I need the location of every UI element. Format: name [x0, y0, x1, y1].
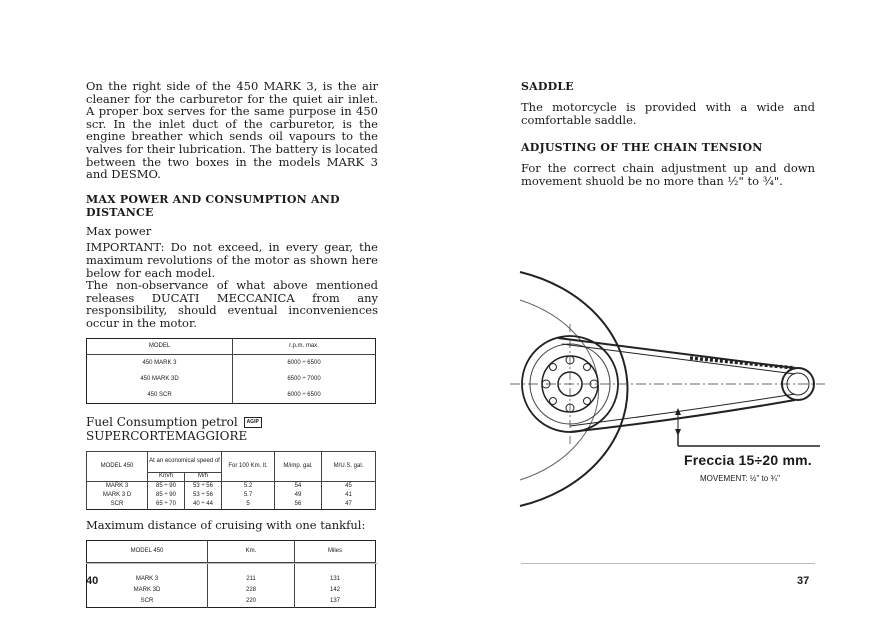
fuel-cell: 65 ÷ 70 [148, 500, 185, 510]
rpm-model-cell: 450 MARK 3 [87, 354, 233, 371]
movement-label: MOVEMENT: ½" to ¾" [700, 474, 780, 483]
rpm-model-header: MODEL [87, 338, 233, 354]
fuel-cell: 5.2 [222, 481, 275, 491]
fuel-table [86, 451, 376, 510]
fuel-cell: 5 [222, 500, 275, 510]
fuel-mus-header: M/U.S. gal. [322, 451, 376, 481]
left-footer-rule [86, 563, 378, 564]
rpm-value-cell: 6000 ÷ 6500 [287, 359, 321, 366]
distance-km-header: Km. [208, 540, 295, 562]
table-row [87, 387, 376, 404]
fuel-per100-header: For 100 Km. lt. [222, 451, 275, 481]
table-row [87, 574, 376, 585]
right-page-number: 37 [797, 575, 810, 587]
fuel-brand: SUPERCORTEMAGGIORE [86, 428, 248, 443]
table-row [87, 596, 376, 608]
agip-logo: AGIP [244, 417, 262, 428]
chain-paragraph: For the correct chain adjustment up and down movement shuold be no more than ½" to ¾". [521, 161, 815, 188]
fuel-cell: 41 [322, 491, 376, 500]
max-power-label: Max power [86, 223, 152, 238]
table-row [87, 481, 376, 491]
table-row [87, 500, 376, 510]
fuel-cell: 47 [322, 500, 376, 510]
rpm-value-cell: 6500 ÷ 7000 [287, 375, 321, 382]
distance-cell: SCR [87, 596, 208, 608]
nonobservance-paragraph: The non-observance of what above mentioned releases DUCATI MECCANICA from any responsibility, should eventual inconveniences occur in the motor. [86, 278, 378, 330]
fuel-model-header: MODEL 450 [87, 451, 148, 481]
distance-model-header: MODEL 450 [87, 540, 208, 562]
saddle-paragraph: The motorcycle is provided with a wide and comfortable saddle. [521, 100, 815, 127]
distance-table [86, 540, 376, 608]
right-footer-rule [521, 563, 815, 564]
distance-cell: MARK 3 [87, 574, 208, 585]
distance-cell: 131 [329, 576, 340, 582]
distance-cell: 137 [329, 598, 340, 604]
fuel-cell: 85 ÷ 90 [148, 491, 185, 500]
fuel-cell: MARK 3 [87, 481, 148, 491]
fuel-cell: SCR [87, 500, 148, 510]
left-page-number: 40 [86, 575, 99, 587]
table-row [87, 354, 376, 371]
freccia-label: Freccia 15÷20 mm. [684, 452, 812, 468]
rpm-max-header: r.p.m. max. [233, 338, 376, 354]
left-page [86, 80, 378, 608]
distance-cell: 220 [208, 596, 295, 608]
distance-cell: MARK 3D [87, 585, 208, 596]
important-paragraph: IMPORTANT: Do not exceed, in every gear, the maximum revolutions of the motor as shown here below for each model. [86, 240, 378, 280]
fuel-title-text: Fuel Consumption petrol [86, 414, 238, 429]
fuel-title [86, 415, 378, 443]
intro-paragraph: On the right side of the 450 MARK 3, is the air cleaner for the carburetor for the quiet air inlet. A proper box serves for the same purpose in 450 scr. In the inlet duct of the carburetor, is the engine breather which sends oil vapours to the valves for their lubrication. The battery is located between the two boxes in the models MARK 3 and DESMO. [86, 79, 378, 182]
table-row [87, 585, 376, 596]
fuel-cell: MARK 3 D [87, 491, 148, 500]
fuel-cell: 45 [322, 481, 376, 491]
rpm-model-cell: 450 SCR [87, 387, 233, 404]
right-page [521, 80, 815, 187]
rpm-table [86, 338, 376, 404]
distance-cell: 228 [208, 585, 295, 596]
fuel-cell: 54 [275, 481, 322, 491]
rpm-value-cell: 6000 ÷ 6500 [287, 391, 321, 398]
max-power-heading: MAX POWER AND CONSUMPTION AND DISTANCE [86, 192, 340, 219]
fuel-cell: 49 [275, 491, 322, 500]
distance-title: Maximum distance of cruising with one tankful: [86, 517, 366, 532]
distance-miles-header: Miles [295, 540, 376, 562]
fuel-cell: 53 ÷ 56 [185, 481, 222, 491]
fuel-speed-header: At an economical speed of [148, 451, 222, 472]
fuel-cell: 85 ÷ 90 [148, 481, 185, 491]
fuel-cell: 56 [275, 500, 322, 510]
chain-heading: ADJUSTING OF THE CHAIN TENSION [521, 141, 763, 155]
distance-cell: 211 [208, 574, 295, 585]
fuel-mimp-header: M/imp. gal. [275, 451, 322, 481]
saddle-heading: SADDLE [521, 80, 574, 93]
fuel-mh-header: M/h [185, 472, 222, 481]
rpm-model-cell: 450 MARK 3D [87, 371, 233, 387]
fuel-cell: 5.7 [222, 491, 275, 500]
fuel-cell: 53 ÷ 56 [185, 491, 222, 500]
table-row [87, 371, 376, 387]
distance-cell: 142 [329, 587, 340, 593]
fuel-cell: 40 ÷ 44 [185, 500, 222, 510]
table-row [87, 491, 376, 500]
fuel-kmh-header: Km/h [148, 472, 185, 481]
chain-tension-figure [510, 262, 830, 510]
